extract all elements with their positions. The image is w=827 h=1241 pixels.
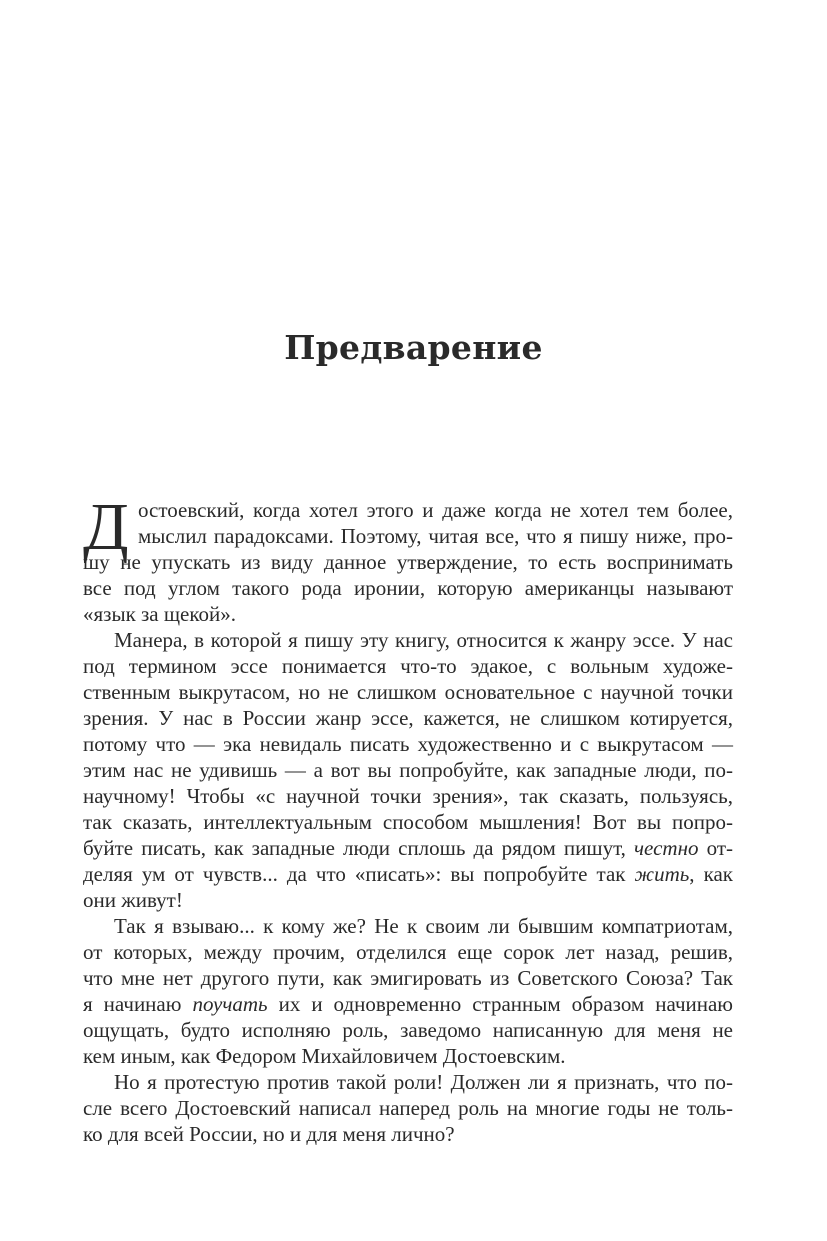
text-line <box>83 835 733 861</box>
text-line <box>83 991 733 1017</box>
text-line: Так я взываю... к кому же? Не к своим ли бывшим компатриотам, <box>114 914 733 938</box>
text-line: потому что — эка невидаль писать художественно и с выкрутасом — <box>83 732 733 756</box>
text-fragment: их и одновременно странным образом начинаю <box>267 992 733 1016</box>
text-line: они живут! <box>83 888 183 912</box>
text-line: так сказать, интеллектуальным способом мышления! Вот вы попро- <box>83 810 733 834</box>
text-line: «язык за щекой». <box>83 602 236 626</box>
text-line: от которых, между прочим, отделился еще сорок лет назад, решив, <box>83 940 733 964</box>
text-line: сле всего Достоевский написал наперед роль на многие годы не толь- <box>83 1096 733 1120</box>
text-fragment: буйте писать, как западные люди сплошь да рядом пишут, <box>83 836 635 860</box>
text-line: под термином эссе понимается что-то эдакое, с вольным художе- <box>83 654 733 678</box>
text-fragment: от- <box>698 836 733 860</box>
text-line: научному! Чтобы «с научной точки зрения», так сказать, пользуясь, <box>83 784 733 808</box>
italic-word: поучать <box>192 992 268 1016</box>
italic-word: жить <box>634 862 690 886</box>
text-fragment: , как <box>689 862 733 886</box>
drop-cap: Д <box>83 490 129 564</box>
text-line: мыслил парадоксами. Поэтому, читая все, что я пишу ниже, про- <box>138 524 733 548</box>
text-line: шу не упускать из виду данное утверждение, то есть воспринимать <box>83 550 733 574</box>
text-line: остоевский, когда хотел этого и даже когда не хотел тем более, <box>138 498 733 522</box>
text-line: зрения. У нас в России жанр эссе, кажется, не слишком котируется, <box>83 706 733 730</box>
text-line: все под углом такого рода иронии, которую американцы называют <box>83 576 733 600</box>
text-fragment: деляя ум от чувств... да что «писать»: вы попробуйте так <box>83 862 635 886</box>
text-line: что мне нет другого пути, как эмигировать из Советского Союза? Так <box>83 966 733 990</box>
chapter-title: Предварение <box>284 328 543 367</box>
text-line: ко для всей России, но и для меня лично? <box>83 1122 455 1146</box>
text-line: Но я протестую против такой роли! Должен ли я признать, что по- <box>114 1070 733 1094</box>
text-line: этим нас не удивишь — а вот вы попробуйте, как западные люди, по- <box>83 758 733 782</box>
text-line: Манера, в которой я пишу эту книгу, относится к жанру эссе. У нас <box>114 628 733 652</box>
italic-word: честно <box>634 836 699 860</box>
body-text <box>83 490 733 1147</box>
text-fragment: я начинаю <box>83 992 193 1016</box>
text-line: кем иным, как Федором Михайловичем Достоевским. <box>83 1044 566 1068</box>
text-line: ощущать, будто исполняю роль, заведомо написанную для меня не <box>83 1018 733 1042</box>
text-line <box>83 861 733 887</box>
text-line: ственным выкрутасом, но не слишком основательное с научной точки <box>83 680 733 704</box>
